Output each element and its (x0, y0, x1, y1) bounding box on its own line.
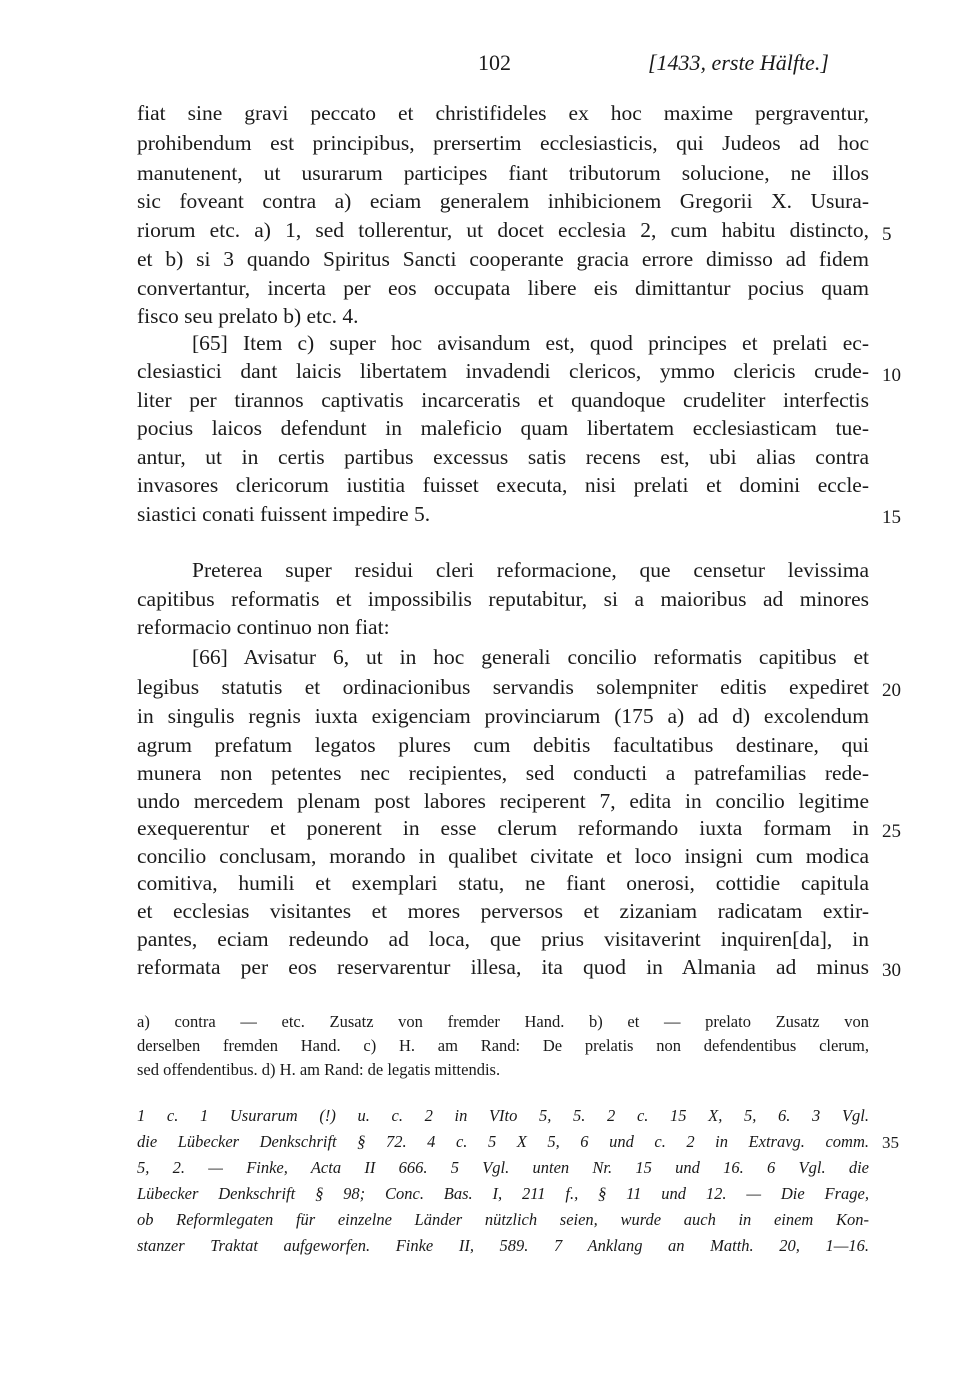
source-note-line: ob Reformlegaten für einzelne Länder nützlich seien, wurde auch in einem Kon- (137, 1210, 869, 1229)
line-number: 35 (882, 1133, 899, 1152)
text-line: clesiastici dant laicis libertatem invadendi clericos, ymmo clericis crude- (137, 359, 869, 383)
text-line: pocius laicos defendunt in maleficio quam libertatem ecclesiasticam tue- (137, 416, 869, 440)
text-line: siastici conati fuissent impedire 5. (137, 502, 431, 526)
source-note-line: 1 c. 1 Usurarum (!) u. c. 2 in VIto 5, 5. 2 c. 15 X, 5, 6. 3 Vgl. (137, 1106, 869, 1125)
text-line: convertantur, incerta per eos occupata libere eis dimittantur pocius quam (137, 276, 869, 300)
text-line: reformata per eos reservarentur illesa, ita quod in Almania ad minus (137, 955, 869, 979)
text-line: legibus statutis et ordinacionibus servandis solempniter editis expediret (137, 675, 869, 699)
page-number: 102 (478, 50, 511, 75)
text-line: pantes, eciam redeundo ad loca, que prius visitaverint inquiren[da], in (137, 927, 869, 951)
line-number: 25 (882, 821, 901, 842)
text-line: et b) si 3 quando Spiritus Sancti cooperante gracia errore dimisso ad fidem (137, 247, 869, 271)
text-line: munera non petentes nec recipientes, sed conducti a patrefamilias rede- (137, 761, 869, 785)
source-note-line: die Lübecker Denkschrift § 72. 4 c. 5 X 5, 6 und c. 2 in Extravg. comm. (137, 1132, 869, 1151)
text-line: fisco seu prelato b) etc. 4. (137, 304, 359, 328)
textual-note-line: a) contra — etc. Zusatz von fremder Hand. b) et — prelato Zusatz von (137, 1012, 869, 1031)
text-line: et ecclesias visitantes et mores perversos et zizaniam radicatam extir- (137, 899, 869, 923)
text-line: antur, ut in certis partibus excessus satis recens est, ubi alias contra (137, 445, 869, 469)
line-number: 5 (882, 224, 892, 245)
textual-note-line: sed offendentibus. d) H. am Rand: de legatis mittendis. (137, 1060, 501, 1079)
text-line: concilio conclusam, morando in qualibet civitate et loco insigni cum modica (137, 844, 869, 868)
text-line: undo mercedem plenam post labores reciperent 7, edita in concilio legitime (137, 789, 869, 813)
text-line: comitiva, humili et exemplari statu, ne fiant onerosi, cottidie capitula (137, 871, 869, 895)
text-line: fiat sine gravi peccato et christifideles ex hoc maxime pergraventur, (137, 101, 869, 125)
text-line: riorum etc. a) 1, sed tollerentur, ut docet ecclesia 2, cum habitu distincto, (137, 218, 869, 242)
source-note-line: 5, 2. — Finke, Acta II 666. 5 Vgl. unten Nr. 15 und 16. 6 Vgl. die (137, 1158, 869, 1177)
text-line: [66] Avisatur 6, ut in hoc generali concilio reformatis capitibus et (192, 645, 869, 669)
text-line: manutenent, ut usurarum participes fiant tributorum solucione, ne illos (137, 161, 869, 185)
text-line: [65] Item c) super hoc avisandum est, quod principes et prelati ec- (192, 331, 869, 355)
line-number: 10 (882, 365, 901, 386)
line-number: 30 (882, 960, 901, 981)
text-line: prohibendum est principibus, prersertim ecclesiasticis, qui Judeos ad hoc (137, 131, 869, 155)
text-line: invasores clericorum iustitia fuisset executa, nisi prelati et domini eccle- (137, 473, 869, 497)
line-number: 15 (882, 507, 901, 528)
text-line: Preterea super residui cleri reformacione, que censetur levissima (192, 558, 869, 582)
text-line: liter per tirannos captivatis incarceratis et quandoque crudeliter interfectis (137, 388, 869, 412)
text-line: capitibus reformatis et impossibilis reputabitur, si a maioribus ad minores (137, 587, 869, 611)
text-line: agrum prefatum legatos plures cum debitis facultatibus destinare, qui (137, 733, 869, 757)
line-number: 20 (882, 680, 901, 701)
text-line: reformacio continuo non fiat: (137, 615, 390, 639)
running-head-date: [1433, erste Hälfte.] (648, 50, 829, 75)
text-line: exequerentur et ponerent in esse clerum reformando iuxta formam in (137, 816, 869, 840)
text-line: in singulis regnis iuxta exigenciam provinciarum (175 a) ad d) excolendum (137, 704, 869, 728)
source-note-line: stanzer Traktat aufgeworfen. Finke II, 589. 7 Anklang an Matth. 20, 1—16. (137, 1236, 869, 1255)
text-line: sic foveant contra a) eciam generalem inhibicionem Gregorii X. Usura- (137, 189, 869, 213)
textual-note-line: derselben fremden Hand. c) H. am Rand: De prelatis non defendentibus clerum, (137, 1036, 869, 1055)
source-note-line: Lübecker Denkschrift § 98; Conc. Bas. I, 211 f., § 11 und 12. — Die Frage, (137, 1184, 869, 1203)
